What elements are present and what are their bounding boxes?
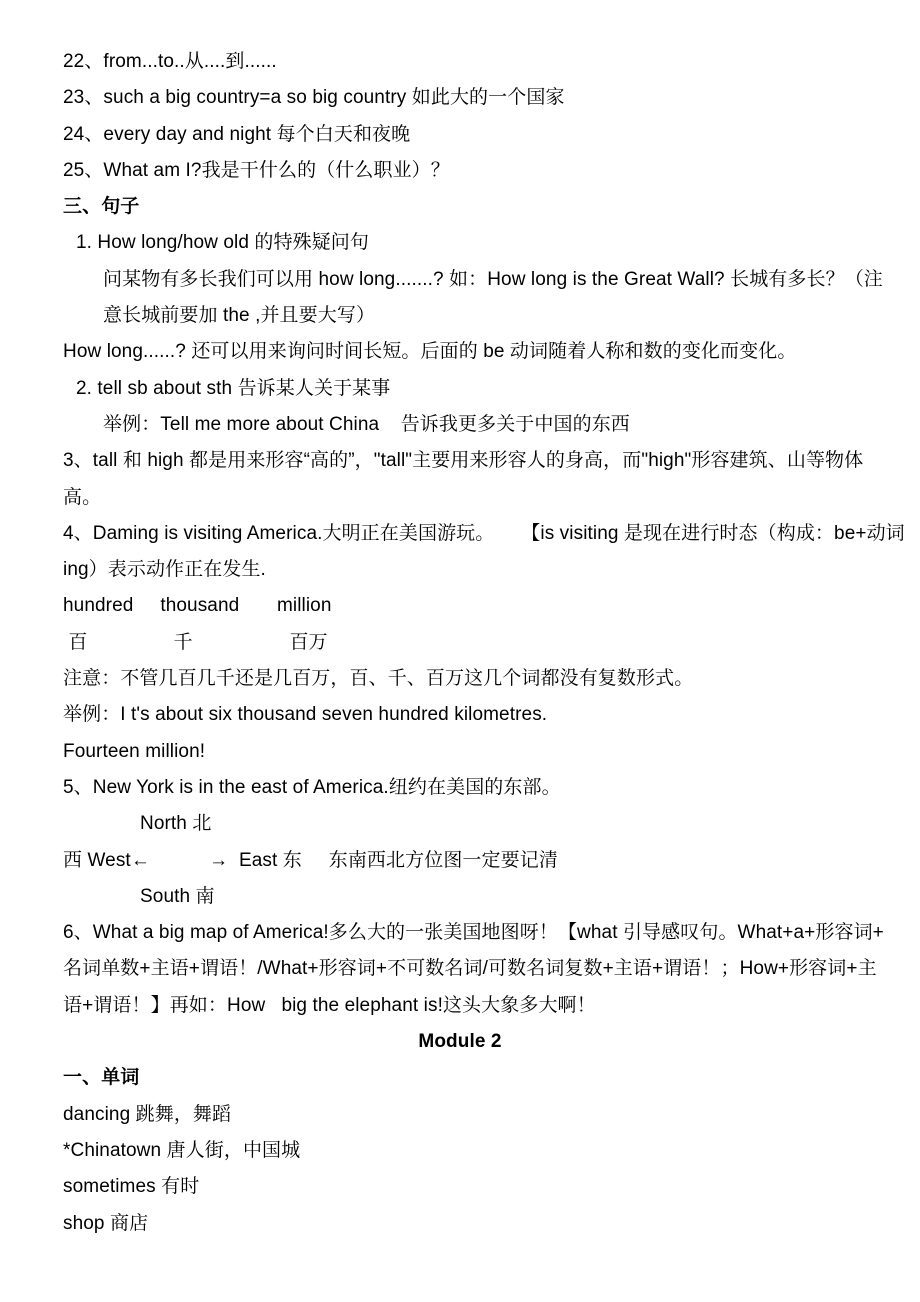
text-line: 3、tall 和 high 都是用来形容“高的”，"tall"主要用来形容人的身高，而"high"形容建筑、山等物体 (63, 450, 864, 472)
text-line: North 北 (140, 813, 212, 835)
text-line: 高。 (63, 486, 102, 508)
text-line: Fourteen million! (63, 740, 206, 762)
text-line: 意长城前要加 the ,并且要大写） (103, 305, 376, 327)
text-line: dancing 跳舞，舞蹈 (63, 1103, 232, 1125)
text-line: 23、such a big country=a so big country 如此大的一个国家 (63, 87, 565, 109)
section-heading: 三、句子 (63, 196, 140, 218)
text-line: 2. tell sb about sth 告诉某人关于某事 (76, 377, 391, 399)
text-line: *Chinatown 唐人街，中国城 (63, 1139, 301, 1161)
text-line: South 南 (140, 885, 215, 907)
text-line: 5、New York is in the east of America.纽约在美国的东部。 (63, 776, 561, 798)
text-line: 4、Daming is visiting America.大明正在美国游玩。 【is visiting 是现在进行时态（构成：be+动词 (63, 522, 905, 544)
text-line: 问某物有多长我们可以用 how long.......? 如：How long is the Great Wall? 长城有多长？（注 (103, 268, 883, 290)
text-line: shop 商店 (63, 1212, 149, 1234)
section-heading: 一、单词 (63, 1067, 140, 1089)
text-line: 西 West← → East 东 东南西北方位图一定要记清 (63, 849, 558, 871)
text-line: ing）表示动作正在发生. (63, 559, 266, 581)
text-line: 举例：I t's about six thousand seven hundred kilometres. (63, 704, 548, 726)
text-line: sometimes 有时 (63, 1176, 200, 1198)
text-line: hundred thousand million (63, 595, 332, 617)
text-line: 百 千 百万 (63, 631, 328, 653)
text-line: 1. How long/how old 的特殊疑问句 (76, 232, 369, 254)
text-line: 25、What am I?我是干什么的（什么职业）？ (63, 159, 450, 181)
text-line: 语+谓语！】再如：How big the elephant is!这头大象多大啊！ (63, 994, 596, 1016)
text-line: 注意：不管几百几千还是几百万，百、千、百万这几个词都没有复数形式。 (63, 668, 694, 690)
text-line: How long......? 还可以用来询问时间长短。后面的 be 动词随着人称和数的变化而变化。 (63, 341, 797, 363)
text-line: 6、What a big map of America!多么大的一张美国地图呀！【what 引导感叹句。What+a+形容词+ (63, 922, 884, 944)
text-line: 22、from...to..从....到...... (63, 51, 277, 72)
text-line: 名词单数+主语+谓语！/What+形容词+不可数名词/可数名词复数+主语+谓语！；How+形容词+主 (63, 958, 877, 980)
section-title: Module 2 (418, 1031, 502, 1053)
text-line: 24、every day and night 每个白天和夜晚 (63, 123, 411, 145)
text-line: 举例：Tell me more about China 告诉我更多关于中国的东西 (103, 413, 630, 435)
